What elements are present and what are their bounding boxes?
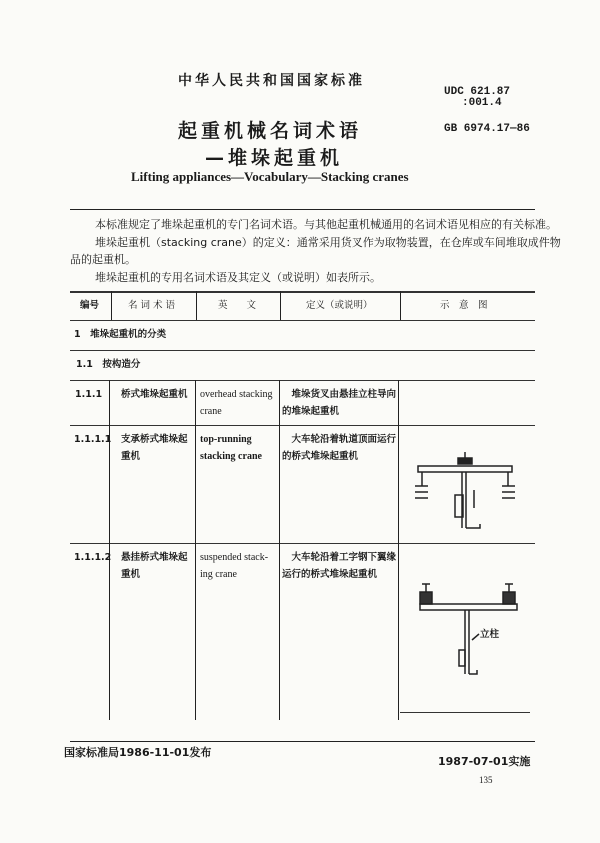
udc-line2: :001.4 bbox=[462, 97, 502, 109]
row-english bbox=[200, 549, 268, 583]
udc-line1: UDC 621.87 bbox=[444, 86, 511, 98]
subtitle-cn: —堆垛起重机 bbox=[205, 147, 344, 169]
section-heading-1: 1 堆垛起重机的分类 bbox=[74, 329, 167, 340]
header-rule bbox=[70, 320, 535, 321]
term-line: 支承桥式堆垛起 bbox=[121, 434, 188, 445]
term-line: 悬挂桥式堆垛起 bbox=[121, 552, 188, 563]
col-header-figure: 示 意 图 bbox=[440, 300, 488, 311]
english-line: top-running bbox=[200, 434, 252, 445]
definition-line: 运行的桥式堆垛起重机 bbox=[282, 569, 378, 580]
issue-date: 国家标准局1986-11-01发布 bbox=[64, 746, 212, 759]
udc-code bbox=[444, 87, 510, 109]
row-rule bbox=[70, 543, 535, 544]
top-running-crane-diagram bbox=[410, 450, 530, 540]
col-divider bbox=[196, 291, 197, 320]
english-line: stacking crane bbox=[200, 451, 262, 462]
gb-number: GB 6974.17—86 bbox=[444, 123, 530, 135]
english-line: ing crane bbox=[200, 569, 237, 580]
definition-line: 大车轮沿着工字钢下翼缘 bbox=[282, 552, 397, 563]
col-divider bbox=[111, 291, 112, 320]
definition-line: 大车轮沿着轨道顶面运行 bbox=[282, 434, 397, 445]
row-term bbox=[121, 431, 188, 465]
title-cn: 起重机械名词术语 bbox=[178, 120, 363, 142]
section-heading-1-1: 1.1 按构造分 bbox=[76, 359, 141, 370]
col-header-number: 编号 bbox=[80, 300, 100, 311]
definition-line: 的堆垛起重机 bbox=[282, 406, 340, 417]
row-definition bbox=[282, 431, 396, 465]
row-rule bbox=[70, 380, 535, 381]
intro-p2: 堆垛起重机（stacking crane）的定义：通常采用货叉作为取物装置，在仓库或车间堆取成件物 bbox=[95, 236, 561, 249]
col-header-english: 英 文 bbox=[218, 300, 257, 311]
definition-line: 的桥式堆垛起重机 bbox=[282, 451, 359, 462]
col-divider bbox=[195, 380, 196, 720]
row-english bbox=[200, 386, 272, 420]
col-header-term: 名 词 术 语 bbox=[128, 300, 176, 311]
national-standard-heading: 中华人民共和国国家标准 bbox=[178, 73, 365, 89]
col-header-definition: 定义（或说明） bbox=[306, 300, 373, 311]
english-line: overhead stacking bbox=[200, 389, 273, 400]
row-term: 桥式堆垛起重机 bbox=[121, 389, 188, 400]
figure-base-rule bbox=[400, 712, 530, 713]
term-line: 重机 bbox=[121, 451, 141, 462]
row-number: 1.1.1.1 bbox=[74, 434, 112, 445]
top-rule bbox=[70, 209, 535, 210]
table-top-rule bbox=[70, 291, 535, 293]
intro-p1: 本标准规定了堆垛起重机的专门名词术语。与其他起重机械通用的名词术语见相应的有关标准。 bbox=[95, 218, 557, 231]
col-divider bbox=[279, 380, 280, 720]
col-divider bbox=[398, 380, 399, 720]
row-number: 1.1.1.2 bbox=[74, 552, 112, 563]
col-divider bbox=[400, 291, 401, 320]
row-definition bbox=[282, 386, 396, 420]
row-definition bbox=[282, 549, 396, 583]
figure-label-column: 立柱 bbox=[480, 629, 500, 640]
intro-p2-cont: 品的起重机。 bbox=[70, 253, 136, 266]
col-divider bbox=[280, 291, 281, 320]
row-rule bbox=[70, 425, 535, 426]
row-rule bbox=[70, 350, 535, 351]
page-number: 135 bbox=[479, 775, 493, 785]
row-term bbox=[121, 549, 188, 583]
title-en: Lifting appliances—Vocabulary—Stacking cranes bbox=[131, 169, 409, 184]
definition-line: 堆垛货叉由悬挂立柱导向 bbox=[282, 389, 397, 400]
intro-p3: 堆垛起重机的专用名词术语及其定义（或说明）如表所示。 bbox=[95, 271, 381, 284]
suspended-crane-diagram bbox=[415, 582, 525, 692]
term-line: 重机 bbox=[121, 569, 141, 580]
english-line: suspended stack- bbox=[200, 552, 269, 563]
footer-rule bbox=[70, 741, 535, 742]
effective-date: 1987-07-01实施 bbox=[438, 755, 531, 768]
row-number: 1.1.1 bbox=[75, 389, 103, 400]
row-english bbox=[200, 431, 262, 465]
english-line: crane bbox=[200, 406, 222, 417]
